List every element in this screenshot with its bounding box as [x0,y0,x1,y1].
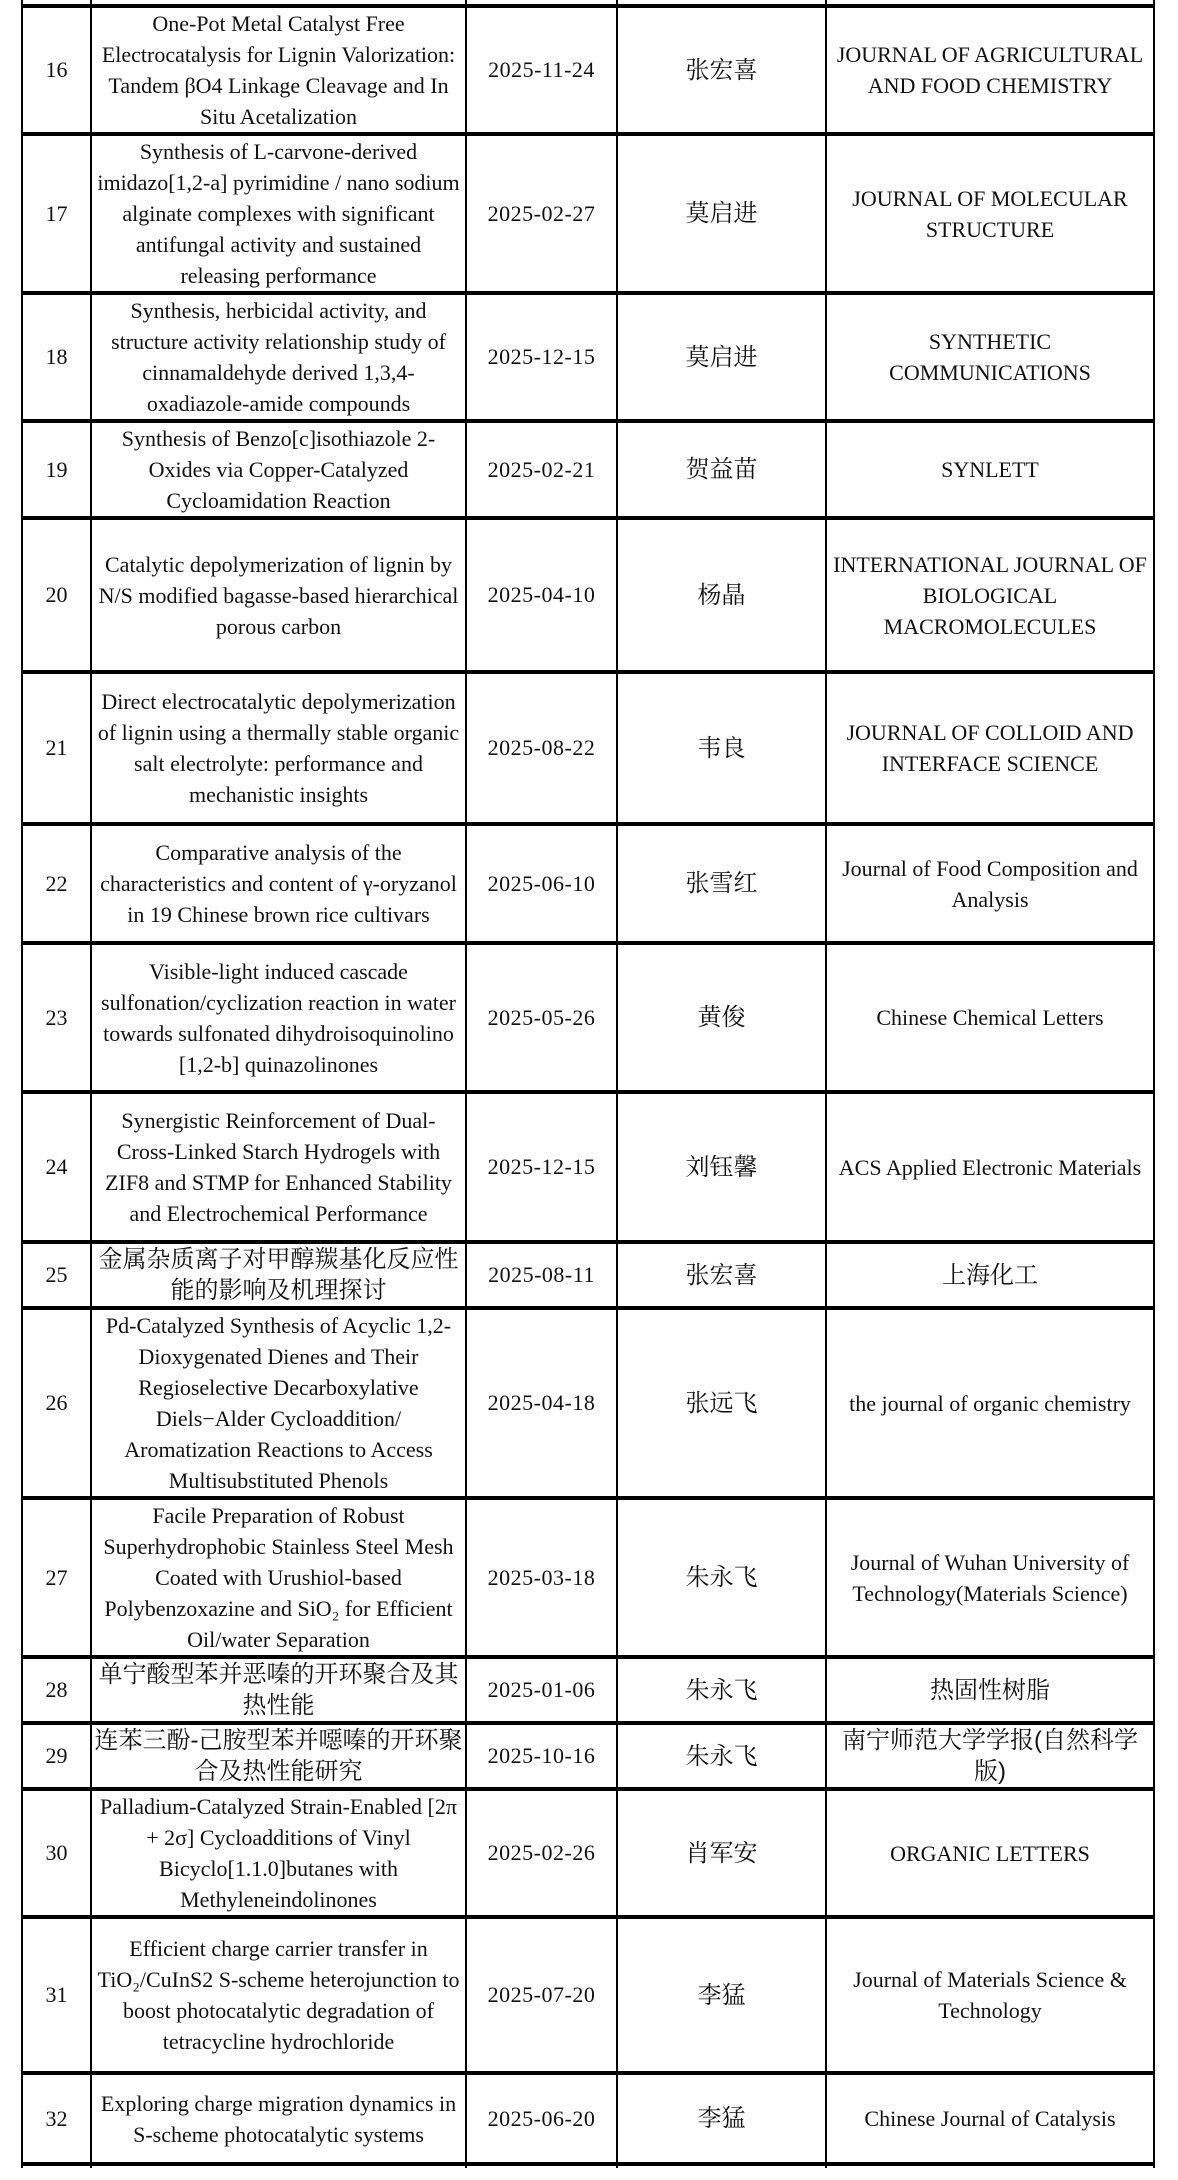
table-row [22,943,1154,1092]
cell-title: 金属杂质离子对甲醇羰基化反应性能的影响及机理探讨 [91,1242,466,1308]
table-row [22,1789,1154,1917]
cell-date: 2025-02-27 [466,134,617,293]
cell-title: Facile Preparation of Robust Superhydrophobic Stainless Steel Mesh Coated with Urushiol-based Polybenzoxazine and SiO₂ for Efficient Oil/water Separation [91,1498,466,1657]
cell-journal: JOURNAL OF AGRICULTURAL AND FOOD CHEMISTRY [826,6,1154,134]
table-row [22,672,1154,824]
cell-title: Synergistic Reinforcement of Dual-Cross-Linked Starch Hydrogels with ZIF8 and STMP for Enhanced Stability and Electrochemical Performance [91,1092,466,1242]
publications-table-body [22,0,1154,2168]
cell-title: One-Pot Metal Catalyst Free Electrocatalysis for Lignin Valorization: Tandem βO4 Linkage Cleavage and In Situ Acetalization [91,6,466,134]
cell-journal: Chinese Journal of Catalysis [826,2073,1154,2164]
cell-no: 18 [22,293,91,421]
cell-no: 19 [22,421,91,518]
cell-journal: Journal of Materials Science & Technology [826,1917,1154,2073]
cell-no: 28 [22,1657,91,1723]
table-row [22,1657,1154,1723]
cell-date: 2025-08-11 [466,1242,617,1308]
table-row [22,2073,1154,2164]
cell-date: 2025-03-18 [466,1498,617,1657]
cell-author: 张宏喜 [617,6,826,134]
cell-title [91,2164,466,2168]
cell-title: Visible-light induced cascade sulfonation/cyclization reaction in water towards sulfonated dihydroisoquinolino [1,2-b] quinazolinones [91,943,466,1092]
cell-title: Efficient charge carrier transfer in TiO₂/CuInS2 S-scheme heterojunction to boost photocatalytic degradation of tetracycline hydrochloride [91,1917,466,2073]
cell-no: 24 [22,1092,91,1242]
cell-date: 2025-02-21 [466,421,617,518]
cell-no: 23 [22,943,91,1092]
cell-title: Synthesis, herbicidal activity, and structure activity relationship study of cinnamaldehyde derived 1,3,4-oxadiazole-amide compounds [91,293,466,421]
cell-date: 2025-02-26 [466,1789,617,1917]
cell-journal: Chinese Chemical Letters [826,943,1154,1092]
cell-date: 2025-12-15 [466,293,617,421]
table-row [22,6,1154,134]
table-row [22,1723,1154,1789]
cell-date: 2025-08-22 [466,672,617,824]
partial-row-bottom [22,2164,1154,2168]
cell-journal: JOURNAL OF MOLECULAR STRUCTURE [826,134,1154,293]
cell-title: Exploring charge migration dynamics in S-scheme photocatalytic systems [91,2073,466,2164]
cell-author: 黄俊 [617,943,826,1092]
cell-date: 2025-01-06 [466,1657,617,1723]
cell-author: 朱永飞 [617,1657,826,1723]
cell-journal: Journal of Food Composition and Analysis [826,824,1154,943]
cell-author: 李猛 [617,2073,826,2164]
cell-journal: 上海化工 [826,1242,1154,1308]
cell-journal: Journal of Wuhan University of Technology(Materials Science) [826,1498,1154,1657]
cell-journal [826,2164,1154,2168]
cell-title: Palladium-Catalyzed Strain-Enabled [2π + 2σ] Cycloadditions of Vinyl Bicyclo[1.1.0]butanes with Methyleneindolinones [91,1789,466,1917]
cell-no: 25 [22,1242,91,1308]
table-row [22,518,1154,672]
cell-journal: 热固性树脂 [826,1657,1154,1723]
publications-table [21,0,1155,2168]
cell-author: 刘钰馨 [617,1092,826,1242]
cell-no: 27 [22,1498,91,1657]
cell-no: 30 [22,1789,91,1917]
cell-journal: the journal of organic chemistry [826,1308,1154,1498]
cell-no: 32 [22,2073,91,2164]
cell-journal: JOURNAL OF COLLOID AND INTERFACE SCIENCE [826,672,1154,824]
cell-title: Synthesis of L-carvone-derived imidazo[1,2-a] pyrimidine / nano sodium alginate complexes with significant antifungal activity and sustained releasing performance [91,134,466,293]
cell-author: 李猛 [617,1917,826,2073]
cell-date: 2025-12-15 [466,1092,617,1242]
table-row [22,824,1154,943]
cell-author: 张宏喜 [617,1242,826,1308]
cell-journal: ORGANIC LETTERS [826,1789,1154,1917]
cell-date [466,2164,617,2168]
cell-journal: 南宁师范大学学报(自然科学版) [826,1723,1154,1789]
cell-author [617,2164,826,2168]
cell-date: 2025-04-18 [466,1308,617,1498]
cell-no: 17 [22,134,91,293]
table-row [22,1242,1154,1308]
cell-journal: SYNLETT [826,421,1154,518]
table-row [22,421,1154,518]
cell-no [22,2164,91,2168]
cell-author: 杨晶 [617,518,826,672]
cell-no: 16 [22,6,91,134]
table-row [22,293,1154,421]
cell-journal: SYNTHETIC COMMUNICATIONS [826,293,1154,421]
cell-title: Comparative analysis of the characteristics and content of γ-oryzanol in 19 Chinese brown rice cultivars [91,824,466,943]
cell-author: 肖军安 [617,1789,826,1917]
cell-date: 2025-11-24 [466,6,617,134]
cell-author: 张远飞 [617,1308,826,1498]
cell-title: Synthesis of Benzo[c]isothiazole 2-Oxides via Copper-Catalyzed Cycloamidation Reaction [91,421,466,518]
cell-date: 2025-10-16 [466,1723,617,1789]
table-row [22,1917,1154,2073]
cell-date: 2025-05-26 [466,943,617,1092]
cell-no: 21 [22,672,91,824]
cell-no: 29 [22,1723,91,1789]
cell-author: 贺益苗 [617,421,826,518]
cell-no: 20 [22,518,91,672]
cell-date: 2025-06-10 [466,824,617,943]
cell-title: Direct electrocatalytic depolymerization of lignin using a thermally stable organic salt electrolyte: performance and mechanistic insights [91,672,466,824]
table-row [22,1308,1154,1498]
cell-author: 张雪红 [617,824,826,943]
cell-title: 单宁酸型苯并恶嗪的开环聚合及其热性能 [91,1657,466,1723]
cell-author: 韦良 [617,672,826,824]
cell-author: 莫启进 [617,134,826,293]
cell-journal: INTERNATIONAL JOURNAL OF BIOLOGICAL MACROMOLECULES [826,518,1154,672]
cell-title: Pd-Catalyzed Synthesis of Acyclic 1,2-Dioxygenated Dienes and Their Regioselective Decarboxylative Diels−Alder Cycloaddition/ Aromatization Reactions to Access Multisubstituted Phenols [91,1308,466,1498]
cell-date: 2025-04-10 [466,518,617,672]
table-row [22,1092,1154,1242]
cell-no: 26 [22,1308,91,1498]
cell-date: 2025-07-20 [466,1917,617,2073]
cell-author: 朱永飞 [617,1723,826,1789]
cell-no: 31 [22,1917,91,2073]
cell-title: Catalytic depolymerization of lignin by N/S modified bagasse-based hierarchical porous carbon [91,518,466,672]
cell-date: 2025-06-20 [466,2073,617,2164]
table-row [22,134,1154,293]
cell-title: 连苯三酚-己胺型苯并噁嗪的开环聚合及热性能研究 [91,1723,466,1789]
cell-author: 朱永飞 [617,1498,826,1657]
cell-journal: ACS Applied Electronic Materials [826,1092,1154,1242]
cell-no: 22 [22,824,91,943]
cell-author: 莫启进 [617,293,826,421]
table-row [22,1498,1154,1657]
